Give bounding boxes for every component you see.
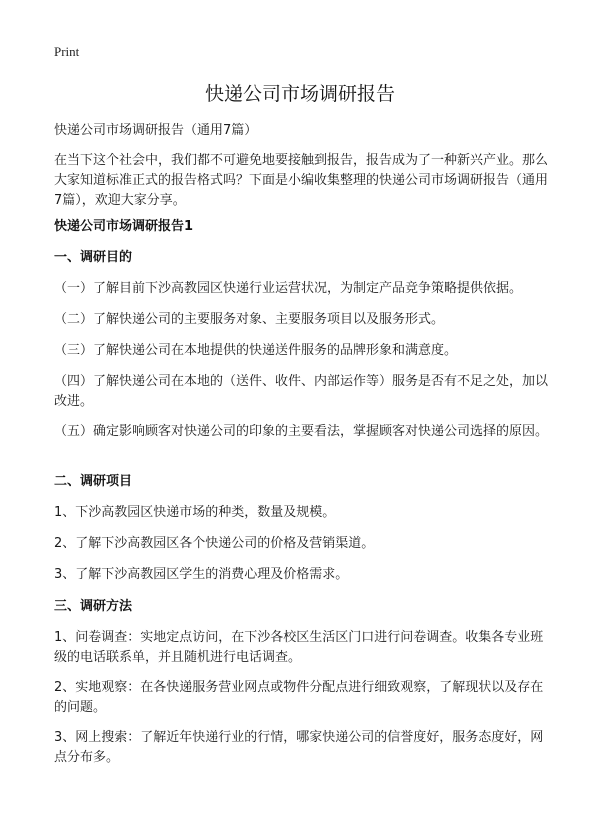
purpose-item: （五）确定影响顾客对快递公司的印象的主要看法，掌握顾客对快递公司选择的原因。 — [54, 424, 549, 439]
purpose-item: （四）了解快递公司在本地的（送件、收件、内部运作等）服务是否有不足之处，加以改进。 — [54, 374, 549, 409]
project-item: 1、下沙高教园区快递市场的种类，数量及规模。 — [54, 505, 336, 520]
method-item: 3、网上搜索：了解近年快递行业的行情，哪家快递公司的信誉度好，服务态度好，网点分布多。 — [54, 730, 544, 765]
purpose-item: （二）了解快递公司的主要服务对象、主要服务项目以及服务形式。 — [54, 312, 445, 327]
section-heading-purpose: 一、调研目的 — [54, 250, 133, 265]
document-title: 快递公司市场调研报告 — [204, 83, 395, 105]
purpose-item: （三）了解快递公司在本地提供的快递送件服务的品牌形象和满意度。 — [54, 343, 458, 358]
project-item: 2、了解下沙高教园区各个快递公司的价格及营销渠道。 — [54, 536, 375, 551]
project-item: 3、了解下沙高教园区学生的消费心理及价格需求。 — [54, 567, 349, 582]
purpose-item: （一）了解目前下沙高教园区快递行业运营状况，为制定产品竞争策略提供依据。 — [54, 281, 523, 296]
document-subtitle: 快递公司市场调研报告（通用7篇） — [54, 123, 258, 138]
intro-paragraph: 在当下这个社会中，我们都不可避免地要接触到报告，报告成为了一种新兴产业。那么大家知道标准正式的报告格式吗？下面是小编收集整理的快递公司市场调研报告（通用7篇），欢迎大家分享。 — [54, 153, 549, 208]
section-heading-methods: 三、调研方法 — [54, 599, 133, 614]
section-heading-items: 二、调研项目 — [54, 474, 133, 489]
method-item: 1、问卷调查：实地定点访问，在下沙各校区生活区门口进行问卷调查。收集各专业班级的电话联系单，并且随机进行电话调查。 — [54, 630, 544, 665]
method-item: 2、实地观察：在各快递服务营业网点或物件分配点进行细致观察，了解现状以及存在的问题。 — [54, 680, 544, 715]
print-link[interactable]: Print — [54, 44, 80, 59]
report-heading: 快递公司市场调研报告1 — [54, 219, 194, 234]
